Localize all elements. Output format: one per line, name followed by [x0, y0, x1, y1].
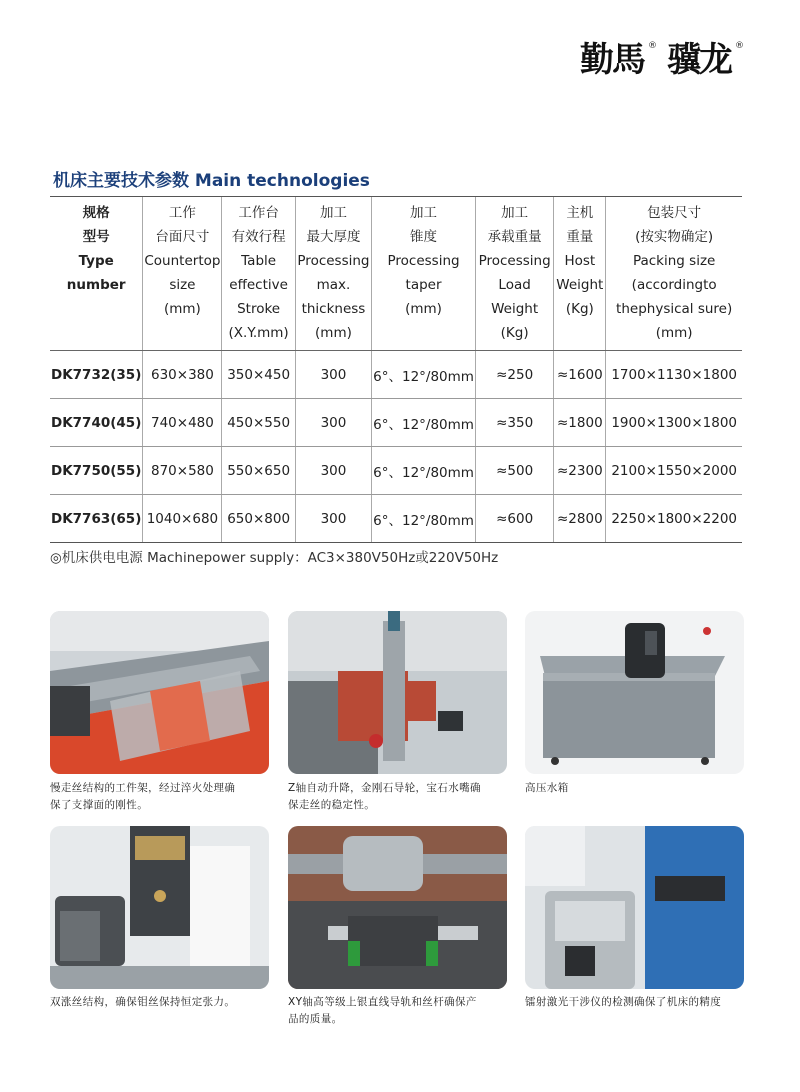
cell-load: ≈350 — [475, 399, 553, 447]
header-model: 规格 型号 Type number — [50, 197, 143, 351]
cell-stroke: 550×650 — [222, 447, 295, 495]
table-row — [50, 447, 742, 495]
cell-countertop: 740×480 — [143, 399, 222, 447]
photo-dual-tension — [50, 826, 269, 989]
table-row — [50, 351, 742, 399]
cell-model: DK7763(65) — [50, 495, 143, 543]
cell-packing: 2250×1800×2200 — [606, 495, 742, 543]
cell-model: DK7732(35) — [50, 351, 143, 399]
cell-countertop: 630×380 — [143, 351, 222, 399]
cell-thickness: 300 — [295, 399, 371, 447]
logo-part-2: 骥龙 — [667, 40, 731, 80]
header-countertop-size: 工作 台面尺寸 Countertop size (mm) — [143, 197, 222, 351]
header-taper: 加工 锥度 Processing taper (mm) — [372, 197, 476, 351]
caption-laser-interferometer: 镭射激光干涉仪的检测确保了机床的精度 — [525, 996, 722, 1008]
cell-load: ≈600 — [475, 495, 553, 543]
photo-z-axis — [288, 611, 507, 774]
cell-thickness: 300 — [295, 351, 371, 399]
cell-load: ≈250 — [475, 351, 553, 399]
table-row — [50, 399, 742, 447]
header-table-stroke: 工作台 有效行程 Table effective Stroke (X.Y.mm) — [222, 197, 295, 351]
photo-water-tank — [525, 611, 744, 774]
caption-dual-tension: 双涨丝结构，确保钼丝保持恒定张力。 — [50, 996, 236, 1008]
cell-thickness: 300 — [295, 447, 371, 495]
table-header-row — [50, 197, 742, 351]
cell-packing: 1900×1300×1800 — [606, 399, 742, 447]
cell-taper: 6°、12°/80mm — [372, 399, 476, 447]
cell-stroke: 650×800 — [222, 495, 295, 543]
caption-linear-guide: XY轴高等级上银直线导轨和丝杆确保产 品的质量。 — [288, 996, 477, 1025]
caption-workpiece-frame: 慢走丝结构的工件架，经过淬火处理确 保了支撑面的刚性。 — [50, 782, 236, 811]
brand-logo — [580, 40, 744, 80]
cell-taper: 6°、12°/80mm — [372, 495, 476, 543]
cell-model: DK7750(55) — [50, 447, 143, 495]
cell-taper: 6°、12°/80mm — [372, 351, 476, 399]
header-load-weight: 加工 承载重量 Processing Load Weight (Kg) — [475, 197, 553, 351]
cell-host-weight: ≈1800 — [554, 399, 606, 447]
photo-workpiece-frame — [50, 611, 269, 774]
cell-stroke: 450×550 — [222, 399, 295, 447]
caption-water-tank: 高压水箱 — [525, 782, 569, 794]
photo-laser-interferometer — [525, 826, 744, 989]
caption-z-axis: Z轴自动升降，金刚石导轮，宝石水嘴确 保走丝的稳定性。 — [288, 782, 481, 811]
section-title: 机床主要技术参数 Main technologies — [53, 171, 370, 191]
logo-reg-mark-2: ® — [735, 41, 744, 51]
cell-packing: 2100×1550×2000 — [606, 447, 742, 495]
table-row — [50, 495, 742, 543]
cell-stroke: 350×450 — [222, 351, 295, 399]
header-max-thickness: 加工 最大厚度 Processing max. thickness (mm) — [295, 197, 371, 351]
power-supply-note: ◎机床供电电源 Machinepower supply：AC3×380V50Hz或220V50Hz — [50, 550, 499, 566]
spec-table — [50, 196, 742, 543]
cell-host-weight: ≈1600 — [554, 351, 606, 399]
header-host-weight: 主机 重量 Host Weight (Kg) — [554, 197, 606, 351]
header-packing-size: 包装尺寸 (按实物确定) Packing size (accordingto thephysical sure) (mm) — [606, 197, 742, 351]
logo-reg-mark-1: ® — [648, 41, 657, 51]
cell-load: ≈500 — [475, 447, 553, 495]
cell-host-weight: ≈2800 — [554, 495, 606, 543]
cell-model: DK7740(45) — [50, 399, 143, 447]
photo-linear-guide — [288, 826, 507, 989]
cell-thickness: 300 — [295, 495, 371, 543]
cell-countertop: 870×580 — [143, 447, 222, 495]
cell-countertop: 1040×680 — [143, 495, 222, 543]
cell-host-weight: ≈2300 — [554, 447, 606, 495]
cell-packing: 1700×1130×1800 — [606, 351, 742, 399]
logo-part-1: 勤馬 — [580, 40, 644, 80]
cell-taper: 6°、12°/80mm — [372, 447, 476, 495]
